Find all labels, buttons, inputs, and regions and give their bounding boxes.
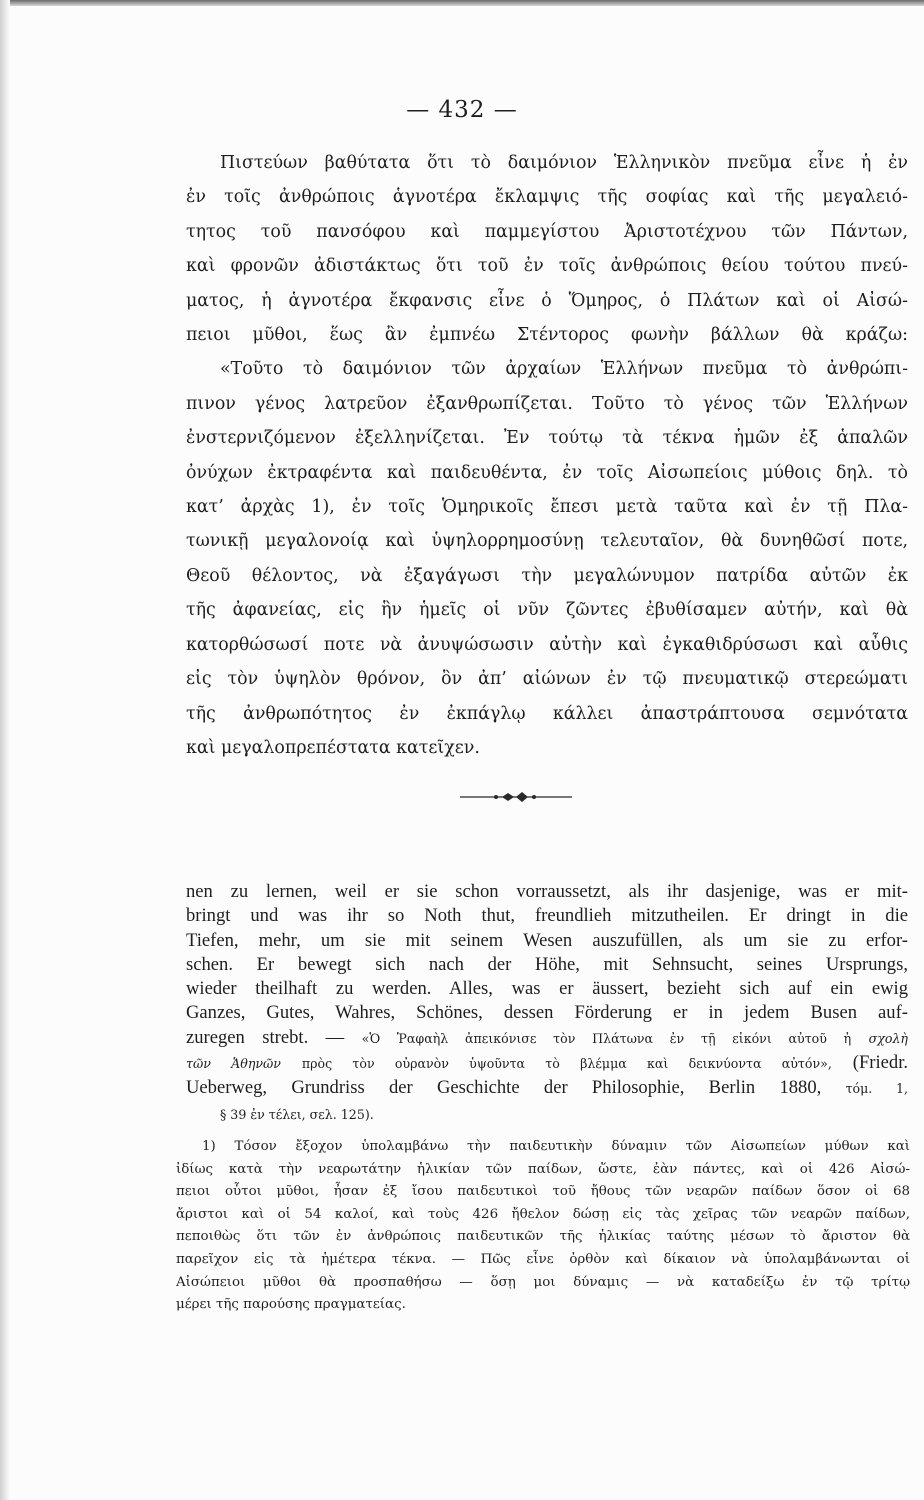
german-line: Tiefen, mehr, um sie mit seinem Wesen auszufüllen, als um sie zu erfor- xyxy=(186,929,908,951)
reference-author: (Friedr. xyxy=(852,1052,908,1074)
raphael-quote: «Ὁ Ῥαφαὴλ ἀπεικόνισε τὸν Πλάτωνα ἐν τῇ εἰκόνι αὐτοῦ ἡ xyxy=(361,1030,852,1046)
main-line: ματος, ἡ ἁγνοτέρα ἔκφανσις εἶνε ὁ Ὅμηρος, ὁ Πλάτων καὶ οἱ Αἰσώ- xyxy=(186,290,908,311)
reference-section-text: § 39 ἐν τέλει, σελ. 125). xyxy=(220,1106,374,1122)
main-line: κατορθώσωσί ποτε νὰ ἀνυψώσωσιν αὐτὴν καὶ ἐγκαθιδρύσωσι καὶ αὖθις xyxy=(186,634,908,655)
german-line-mixed xyxy=(186,1026,908,1051)
main-line: τωνικῇ μεγαλονοίᾳ καὶ ὑψηλορρημοσύνῃ τελευταῖον, θὰ δυνηθῶσί ποτε, xyxy=(186,531,908,552)
main-line: κατ’ ἀρχὰς 1), ἐν τοῖς Ὁμηρικοῖς ἔπεσι μετὰ ταῦτα καὶ ἐν τῇ Πλα- xyxy=(186,497,908,518)
page-binding-shadow xyxy=(0,0,10,1500)
german-line: bringt und was ihr so Noth thut, freundlieh mitzutheilen. Er dringt in die xyxy=(186,905,908,927)
main-line: τῆς ἀνθρωπότητος ἐν ἐκπάγλῳ κάλλει ἀπαστράπτουσα σεμνότατα xyxy=(186,703,908,724)
german-line: wieder theilhaft zu werden. Alles, was er äussert, bezieht sich auf ein ewig xyxy=(186,978,908,1000)
footnote-line: Αἰσώπειοι μῦθοι θὰ προσπαθήσω — ὅσῃ μοι δύναμις — νὰ καταδείξω ἐν τῷ τρίτῳ xyxy=(176,1274,910,1290)
german-line-end: zuregen strebt. — xyxy=(186,1026,345,1048)
main-line: Πιστεύων βαθύτατα ὅτι τὸ δαιμόνιον Ἑλληνικὸν πνεῦμα εἶνε ἡ ἐν xyxy=(220,153,908,173)
footnote-line: πειοι οὗτοι μῦθοι, ἦσαν ἐξ ἴσου παιδευτικοὶ τοῦ ἤθους τῶν νεαρῶν παίδων ὅσον οἱ 68 xyxy=(176,1184,910,1200)
reference-title: Ueberweg, Grundriss der Geschichte der Philosophie, Berlin 1880, xyxy=(186,1077,822,1099)
raphael-quote-cont: πρὸς τὸν οὐρανὸν ὑψοῦντα τὸ βλέμμα καὶ δεικνύοντα αὐτόν», xyxy=(301,1056,832,1072)
reference-volume: τόμ. 1, xyxy=(845,1081,908,1097)
main-line: τῆς ἀφανείας, εἰς ἣν ἡμεῖς οἱ νῦν ζῶντες ἐβυθίσαμεν αὐτήν, καὶ θὰ xyxy=(186,600,908,621)
german-line: schen. Er bewegt sich nach der Höhe, mit Sehnsucht, seines Ursprungs, xyxy=(186,953,908,975)
main-line: καὶ μεγαλοπρεπέστατα κατεῖχεν. xyxy=(186,737,480,758)
german-line-mixed xyxy=(186,1051,908,1076)
german-line: nen zu lernen, weil er sie schon vorraussetzt, als ihr dasjenige, was er mit- xyxy=(186,881,908,902)
main-line: πινον γένος λατρεῦον ἐξανθρωπίζεται. Τοῦτο τὸ γένος τῶν Ἑλλήνων xyxy=(186,393,908,414)
raphael-quote-title: σχολὴ xyxy=(868,1030,908,1046)
german-quotation xyxy=(186,880,908,1127)
main-line: Θεοῦ θέλοντος, νὰ ἐξαγάγωσι τὴν μεγαλώνυμον πατρίδα αὐτῶν ἐκ xyxy=(186,565,908,586)
footnote-line: παρεῖχον εἰς τὰ ἡμέτερα τέκνα. — Πῶς εἶνε ὀρθὸν καὶ δίκαιον νὰ ὑπολαμβάνωνται οἱ xyxy=(176,1251,910,1267)
main-line: τητος τοῦ πανσόφου καὶ παμμεγίστου Ἀριστοτέχνου τῶν Πάντων, xyxy=(186,221,908,242)
footnote-line: πεποιθὼς ὅτι τῶν ἐν ἀνθρώποις παιδευτικῶν τῆς ἡλικίας ταύτης μέσων τὸ ἄριστον θὰ xyxy=(176,1229,910,1245)
main-line: ἐν τοῖς ἀνθρώποις ἁγνοτέρα ἔκλαμψις τῆς σοφίας καὶ τῆς μεγαλειό- xyxy=(186,187,908,208)
main-line: καὶ φρονῶν ἀδιστάκτως ὅτι τοῦ ἐν τοῖς ἀνθρώποις θείου τούτου πνεύ- xyxy=(186,256,908,277)
footnote-line: μέρει τῆς παρούσης πραγματείας. xyxy=(176,1297,406,1313)
footnote-line: ἄριστοι καὶ οἱ 54 καλοί, καὶ τοὺς 426 ἤθελον δώσῃ εἰς τὰς χεῖρας τῶν νεαρῶν παίδων, xyxy=(176,1206,910,1222)
ornament-divider-icon xyxy=(458,790,574,804)
main-line: ὀνύχων ἐκτραφέντα καὶ παιδευθέντα, ἐν τοῖς Αἰσωπείοις μύθοις δηλ. τὸ xyxy=(186,462,908,483)
german-line: Ganzes, Gutes, Wahres, Schönes, dessen Förderung er in jedem Busen auf- xyxy=(186,1002,908,1024)
page-top-edge xyxy=(0,0,924,6)
raphael-quote-title-cont: τῶν Ἀθηνῶν xyxy=(186,1056,281,1072)
main-greek-text xyxy=(186,146,908,765)
main-line: πειοι μῦθοι, ἕως ἂν ἐμπνέω Στέντορος φωνὴν βάλλων θὰ κράζω: xyxy=(186,325,908,346)
main-line: ἐνστερνιζόμενον ἐξελληνίζεται. Ἐν τούτῳ τὰ τέκνα ἡμῶν ἐξ ἁπαλῶν xyxy=(186,428,908,449)
footnote-line: ἰδίως κατὰ τὴν νεαρωτάτην ἡλικίαν τῶν παίδων, ὥστε, ἐὰν πάντες, καὶ οἱ 426 Αἰσώ- xyxy=(176,1161,910,1177)
main-line: «Τοῦτο τὸ δαιμόνιον τῶν ἀρχαίων Ἑλλήνων πνεῦμα τὸ ἀνθρώπι- xyxy=(220,359,908,380)
page-number: — 432 — xyxy=(406,97,518,123)
main-line: εἰς τὸν ὑψηλὸν θρόνον, ὃν ἀπ’ αἰώνων ἐν τῷ πνευματικῷ στερεώματι xyxy=(186,669,908,690)
footnote-line: 1) Τόσον ἔξοχον ὑπολαμβάνω τὴν παιδευτικὴν δύναμιν τῶν Αἰσωπείων μύθων καὶ xyxy=(202,1139,910,1154)
footnote xyxy=(176,1136,910,1317)
reference-section xyxy=(186,1102,908,1127)
german-line-mixed xyxy=(186,1076,908,1101)
